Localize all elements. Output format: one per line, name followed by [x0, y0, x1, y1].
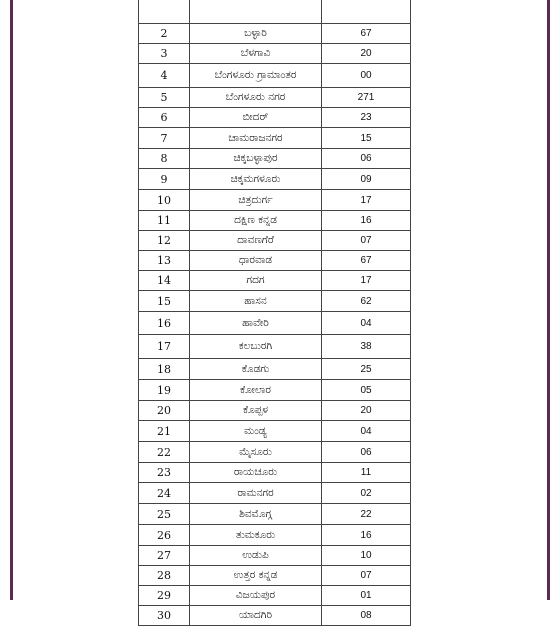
district-count: 67	[322, 24, 411, 44]
row-number: 12	[139, 231, 190, 251]
district-name: ಶಿವಮೊಗ್ಗ	[190, 504, 322, 525]
row-number: 20	[139, 401, 190, 421]
district-name: ಧಾರವಾಡ	[190, 251, 322, 271]
district-count: 08	[322, 606, 411, 626]
district-name: ದಾವಣಗೆರೆ	[190, 231, 322, 251]
district-name: ಹಾಸನ	[190, 291, 322, 312]
row-number: 2	[139, 24, 190, 44]
table-row	[139, 44, 411, 64]
table-row	[139, 312, 411, 335]
district-name: ಕೊಡಗು	[190, 359, 322, 380]
district-count: 06	[322, 149, 411, 169]
district-name: ಬೆಳಗಾವಿ	[190, 44, 322, 64]
table-row	[139, 169, 411, 190]
row-number	[139, 0, 190, 24]
table-row	[139, 291, 411, 312]
district-name: ಮಂಡ್ಯ	[190, 421, 322, 442]
row-number: 30	[139, 606, 190, 626]
table-row	[139, 442, 411, 463]
table-row	[139, 231, 411, 251]
district-name	[190, 0, 322, 24]
district-count: 23	[322, 108, 411, 128]
district-count	[322, 0, 411, 24]
district-name: ಬೆಂಗಳೂರು ನಗರ	[190, 88, 322, 108]
district-name: ಉತ್ತರ ಕನ್ನಡ	[190, 566, 322, 586]
row-number: 26	[139, 525, 190, 546]
district-count: 15	[322, 128, 411, 149]
district-count: 06	[322, 442, 411, 463]
table-row	[139, 525, 411, 546]
table-row	[139, 0, 411, 24]
district-count: 07	[322, 231, 411, 251]
district-count: 67	[322, 251, 411, 271]
table-row	[139, 380, 411, 401]
district-name: ಚಾಮರಾಜನಗರ	[190, 128, 322, 149]
row-number: 9	[139, 169, 190, 190]
table-row	[139, 483, 411, 504]
row-number: 8	[139, 149, 190, 169]
district-name: ಬಳ್ಳಾರಿ	[190, 24, 322, 44]
district-name: ಕಲಬುರಗಿ	[190, 335, 322, 359]
district-count: 05	[322, 380, 411, 401]
district-name: ರಾಯಚೂರು	[190, 463, 322, 483]
district-count: 01	[322, 586, 411, 606]
table-row	[139, 211, 411, 231]
table-row	[139, 401, 411, 421]
district-count: 02	[322, 483, 411, 504]
row-number: 3	[139, 44, 190, 64]
district-count: 22	[322, 504, 411, 525]
district-count-table	[138, 0, 411, 626]
district-count: 271	[322, 88, 411, 108]
table-row	[139, 463, 411, 483]
table-body	[139, 0, 411, 626]
district-count: 04	[322, 421, 411, 442]
row-number: 24	[139, 483, 190, 504]
row-number: 6	[139, 108, 190, 128]
row-number: 18	[139, 359, 190, 380]
district-name: ಉಡುಪಿ	[190, 546, 322, 566]
district-name: ಚಿಕ್ಕಮಗಳೂರು	[190, 169, 322, 190]
row-number: 29	[139, 586, 190, 606]
district-name: ಚಿಕ್ಕಬಳ್ಳಾಪುರ	[190, 149, 322, 169]
table-row	[139, 128, 411, 149]
row-number: 17	[139, 335, 190, 359]
page-border-right	[547, 0, 550, 600]
district-name: ದಕ್ಷಿಣ ಕನ್ನಡ	[190, 211, 322, 231]
table-row	[139, 149, 411, 169]
district-name: ಯಾದಗಿರಿ	[190, 606, 322, 626]
table-row	[139, 504, 411, 525]
row-number: 21	[139, 421, 190, 442]
district-name: ಮೈಸೂರು	[190, 442, 322, 463]
district-count: 25	[322, 359, 411, 380]
district-count: 10	[322, 546, 411, 566]
district-count: 04	[322, 312, 411, 335]
row-number: 10	[139, 190, 190, 211]
district-count: 20	[322, 401, 411, 421]
district-name: ತುಮಕೂರು	[190, 525, 322, 546]
row-number: 16	[139, 312, 190, 335]
district-count: 16	[322, 525, 411, 546]
district-count: 00	[322, 64, 411, 88]
row-number: 7	[139, 128, 190, 149]
table-row	[139, 359, 411, 380]
row-number: 5	[139, 88, 190, 108]
table-row	[139, 586, 411, 606]
row-number: 14	[139, 271, 190, 291]
district-count: 16	[322, 211, 411, 231]
table-row	[139, 421, 411, 442]
row-number: 22	[139, 442, 190, 463]
district-name: ಹಾವೇರಿ	[190, 312, 322, 335]
district-name: ಗದಗ	[190, 271, 322, 291]
district-count: 20	[322, 44, 411, 64]
row-number: 19	[139, 380, 190, 401]
table-row	[139, 108, 411, 128]
table-row	[139, 566, 411, 586]
row-number: 23	[139, 463, 190, 483]
district-name: ಕೊಪ್ಪಳ	[190, 401, 322, 421]
district-count: 62	[322, 291, 411, 312]
district-count: 07	[322, 566, 411, 586]
table-row	[139, 24, 411, 44]
table-row	[139, 64, 411, 88]
table-row	[139, 251, 411, 271]
district-count: 17	[322, 190, 411, 211]
row-number: 4	[139, 64, 190, 88]
row-number: 11	[139, 211, 190, 231]
district-name: ಬೀದರ್	[190, 108, 322, 128]
row-number: 28	[139, 566, 190, 586]
table-row	[139, 606, 411, 626]
district-name: ರಾಮನಗರ	[190, 483, 322, 504]
table-row	[139, 88, 411, 108]
table-row	[139, 271, 411, 291]
table-row	[139, 546, 411, 566]
table-row	[139, 190, 411, 211]
district-name: ವಿಜಯಪುರ	[190, 586, 322, 606]
row-number: 25	[139, 504, 190, 525]
district-count: 17	[322, 271, 411, 291]
district-name: ಬೆಂಗಳೂರು ಗ್ರಾಮಾಂತರ	[190, 64, 322, 88]
district-name: ಕೋಲಾರ	[190, 380, 322, 401]
row-number: 27	[139, 546, 190, 566]
district-count: 09	[322, 169, 411, 190]
page-border-left	[10, 0, 13, 600]
row-number: 13	[139, 251, 190, 271]
table-row	[139, 335, 411, 359]
district-count: 38	[322, 335, 411, 359]
district-name: ಚಿತ್ರದುರ್ಗ	[190, 190, 322, 211]
row-number: 15	[139, 291, 190, 312]
district-count: 11	[322, 463, 411, 483]
